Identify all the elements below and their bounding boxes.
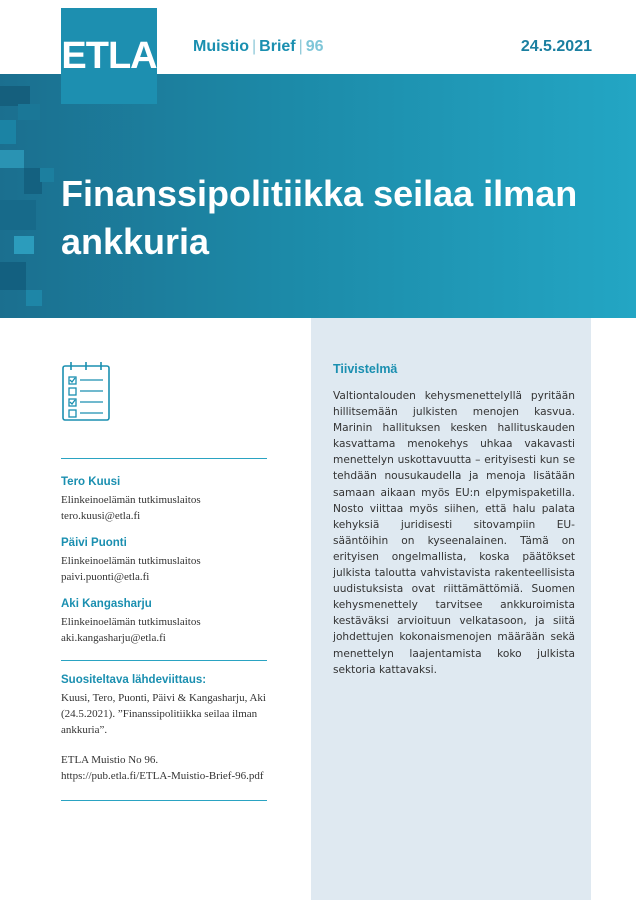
citation-text: Kuusi, Tero, Puonti, Päivi & Kangasharju, Aki (24.5.2021). ”Finanssipolitiikka seilaa ilman ankkuria”. bbox=[61, 692, 266, 736]
page-title: Finanssipolitiikka seilaa ilman ankkuria bbox=[61, 173, 578, 262]
citation-series: ETLA Muistio No 96. bbox=[61, 754, 159, 766]
author-name: Tero Kuusi bbox=[61, 476, 121, 488]
series-separator: | bbox=[252, 38, 257, 55]
author-email[interactable]: aki.kangasharju@etla.fi bbox=[61, 632, 166, 644]
series-muistio: Muistio bbox=[193, 38, 249, 55]
author-block bbox=[61, 537, 267, 585]
author-email[interactable]: paivi.puonti@etla.fi bbox=[61, 571, 150, 583]
author-block bbox=[61, 598, 267, 646]
author-name: Päivi Puonti bbox=[61, 537, 127, 549]
decor-square bbox=[26, 290, 42, 306]
citation-block bbox=[61, 674, 267, 784]
decor-square bbox=[0, 86, 30, 106]
author-email[interactable]: tero.kuusi@etla.fi bbox=[61, 510, 141, 522]
etla-logo: ETLA bbox=[61, 8, 157, 104]
author-block bbox=[61, 476, 267, 524]
header-banner bbox=[0, 0, 636, 318]
decor-square bbox=[0, 262, 26, 290]
author-org: Elinkeinoelämän tutkimuslaitos bbox=[61, 494, 201, 506]
summary-heading: Tiivistelmä bbox=[333, 362, 398, 376]
decor-square bbox=[18, 104, 40, 120]
publication-date: 24.5.2021 bbox=[520, 38, 592, 55]
author-org: Elinkeinoelämän tutkimuslaitos bbox=[61, 555, 201, 567]
series-label bbox=[193, 38, 324, 56]
decor-square bbox=[40, 168, 54, 182]
divider bbox=[61, 458, 267, 459]
divider bbox=[61, 660, 267, 661]
author-org: Elinkeinoelämän tutkimuslaitos bbox=[61, 616, 201, 628]
series-brief: Brief bbox=[259, 38, 296, 55]
series-number: 96 bbox=[305, 38, 324, 55]
summary-text: Valtiontalouden kehysmenettelyllä pyritään hillitsemään julkisten menojen kasvua. Marinin hallituksen kesken hallituskauden kasvattama menokehys uhkaa vakavasti menettelyn uskottavuutta – erityisesti kun se tehdään nousukaudella ja menoja lisätään samaan aikaan myös EU:n elpymispaketilla. Nosto viittaa myös siihen, että halu palata kehyksiä juridisesti sitovampiin EU-sääntöihin on kyseenalainen. Tämä on erityisen ongelmallista, koska päätökset julkista taloutta vahvistavista rakenteellisista uudistuksista ovat riittämättömiä. Suomen kehysmenettely tarvitsee ankkuroimista kestäväksi arvioituun velkatasoon, ja siitä johdettujen kokonaismenojen määrään sekä menettelyn laajentamista koko julkista sektoria kattavaksi. bbox=[333, 390, 575, 676]
decor-square bbox=[14, 236, 34, 254]
decor-square bbox=[0, 200, 36, 230]
series-separator: | bbox=[298, 38, 303, 55]
left-column bbox=[61, 360, 267, 801]
author-name: Aki Kangasharju bbox=[61, 598, 152, 610]
checklist-icon bbox=[61, 360, 111, 422]
citation-heading: Suositeltava lähdeviittaus: bbox=[61, 674, 207, 686]
divider bbox=[61, 800, 267, 801]
citation-url[interactable]: https://pub.etla.fi/ETLA-Muistio-Brief-96.pdf bbox=[61, 770, 264, 782]
summary-panel bbox=[311, 318, 591, 900]
decor-square bbox=[0, 150, 24, 168]
decor-square bbox=[0, 120, 16, 144]
